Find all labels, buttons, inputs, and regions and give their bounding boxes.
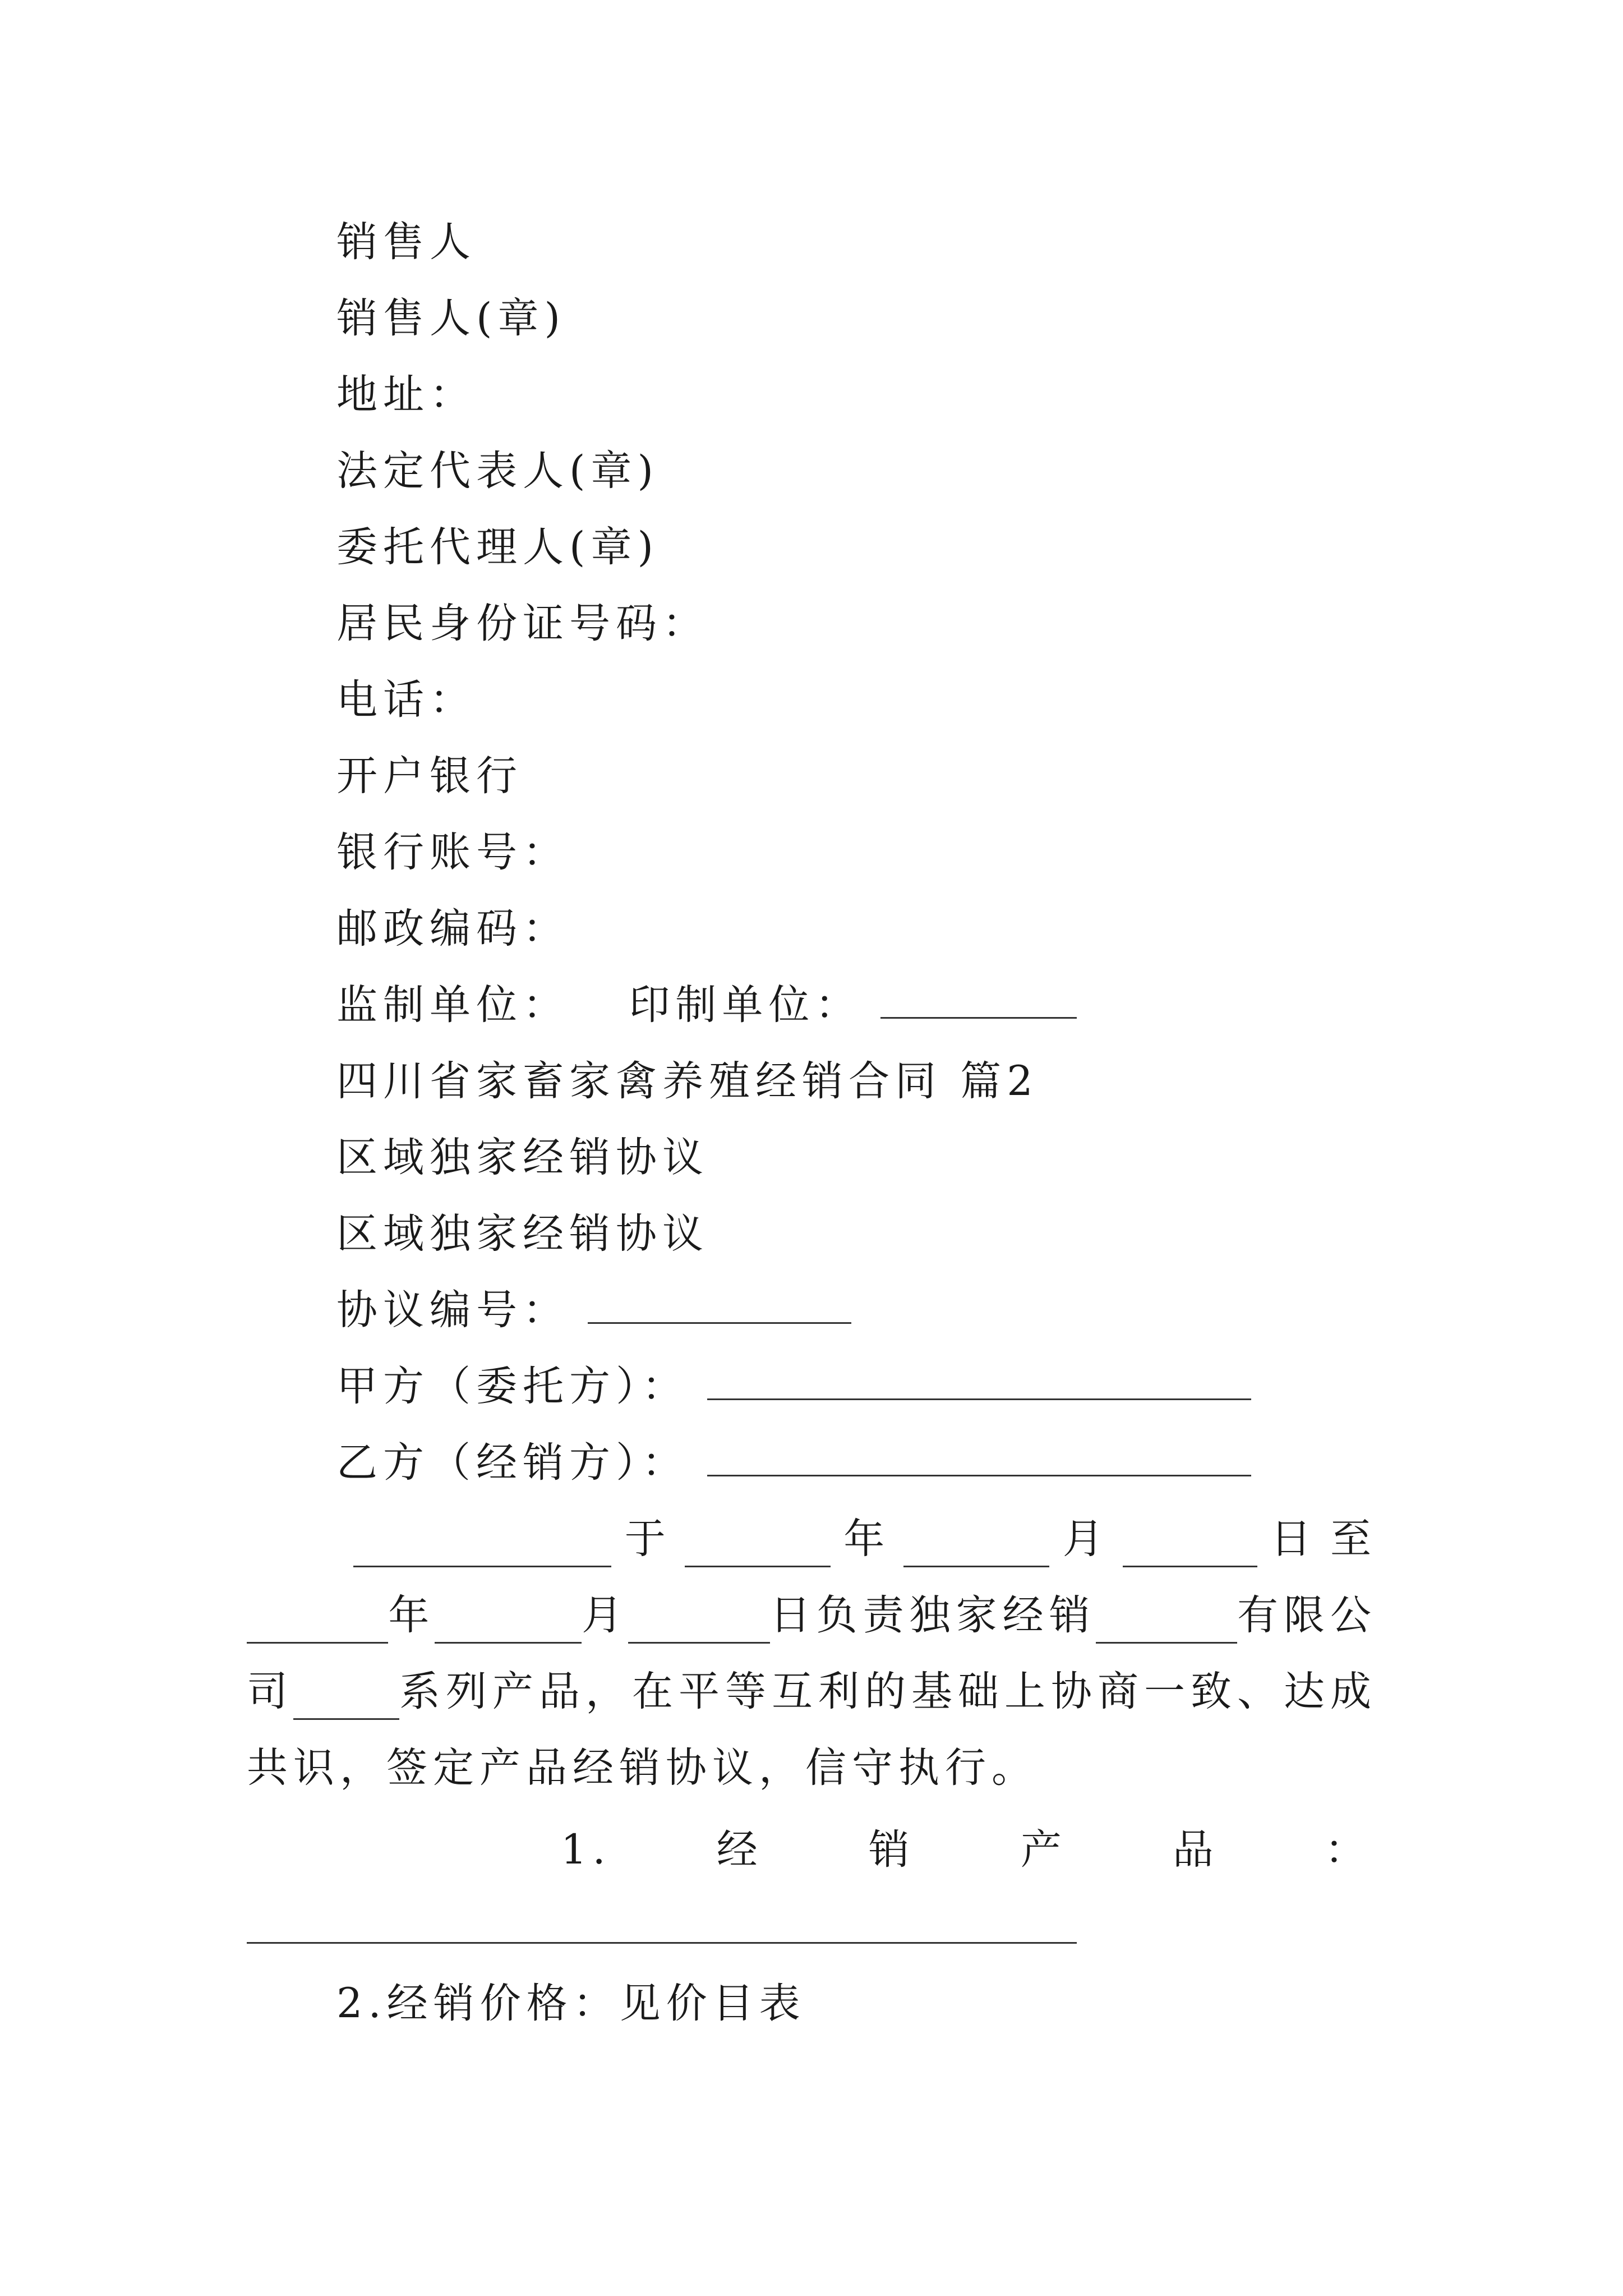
resident-id-label: 居民身份证号码： <box>336 600 709 647</box>
item-1-char-4: 品 <box>1172 1826 1219 1874</box>
para-yue1: 月 <box>1062 1515 1109 1563</box>
para-nian2: 年 <box>388 1591 435 1639</box>
party-a-blank <box>707 1364 1251 1400</box>
authorized-agent-label: 委托代理人(章) <box>336 523 659 571</box>
agreement-number-label: 协议编号： <box>336 1286 569 1334</box>
agreement-number-blank <box>588 1287 851 1324</box>
postal-code-label: 邮政编码： <box>336 905 569 953</box>
para-nian1: 年 <box>843 1515 891 1563</box>
start-day-blank <box>1123 1531 1257 1567</box>
para-ri-fuze: 日负责独家经销 <box>769 1591 1096 1639</box>
item-1-blank <box>247 1942 1077 1944</box>
para-zhi: 至 <box>1330 1515 1377 1563</box>
paragraph-line-1 <box>353 1511 1377 1567</box>
agreement-number-line <box>336 1282 851 1338</box>
agreement-title: 区域独家经销协议 <box>336 1134 709 1181</box>
company-name-blank <box>1096 1607 1237 1644</box>
para-yu: 于 <box>624 1515 671 1563</box>
start-month-blank <box>903 1531 1049 1567</box>
end-year-blank <box>247 1607 388 1644</box>
phone-label: 电话： <box>336 676 476 724</box>
supervision-print-line <box>336 977 1077 1033</box>
para-youxian: 有限公 <box>1237 1591 1377 1639</box>
bank-account-label: 银行账号： <box>336 829 569 876</box>
item-1-char-3: 产 <box>1020 1826 1067 1874</box>
paragraph-line-4: 共识，签定产品经销协议，信守执行。 <box>247 1744 1038 1792</box>
party-a-label: 甲方（委托方）： <box>336 1363 689 1410</box>
party-b-label: 乙方（经销方）： <box>336 1439 689 1487</box>
agreement-title-repeat: 区域独家经销协议 <box>336 1210 709 1258</box>
legal-representative-label: 法定代表人(章) <box>336 447 659 495</box>
party-b-line <box>336 1435 1251 1491</box>
para-yue2: 月 <box>582 1591 629 1639</box>
seller-label: 销售人 <box>336 218 476 266</box>
print-label: 印制单位： <box>629 981 862 1029</box>
supervision-label: 监制单位： <box>336 981 569 1029</box>
para-rest3: 系列产品，在平等互利的基础上协商一致、达成 <box>399 1668 1377 1715</box>
paragraph-line-2 <box>247 1588 1377 1644</box>
paragraph-line-3 <box>247 1664 1377 1720</box>
product-series-blank <box>293 1683 399 1720</box>
item-1-char-1: 经 <box>716 1826 763 1874</box>
end-day-blank <box>628 1607 769 1644</box>
party-b-blank <box>707 1440 1251 1476</box>
item-1-line <box>561 1822 1371 1878</box>
end-month-blank <box>435 1607 582 1644</box>
print-unit-blank <box>880 982 1077 1019</box>
item-1-char-2: 销 <box>868 1826 915 1874</box>
item-1-colon: ： <box>1324 1826 1371 1874</box>
start-year-blank <box>685 1531 831 1567</box>
distributor-blank <box>353 1531 611 1567</box>
para-ri1: 日 <box>1270 1515 1317 1563</box>
item-2-line: 2.经销价格：见价目表 <box>336 1980 806 2027</box>
bank-label: 开户银行 <box>336 752 523 800</box>
contract-heading: 四川省家畜家禽养殖经销合同 篇2 <box>336 1057 1039 1105</box>
para-si: 司 <box>247 1668 293 1715</box>
party-a-line <box>336 1359 1251 1415</box>
item-1-number: 1. <box>561 1826 611 1874</box>
address-label: 地址： <box>336 371 476 418</box>
seller-seal-label: 销售人(章) <box>336 295 566 342</box>
